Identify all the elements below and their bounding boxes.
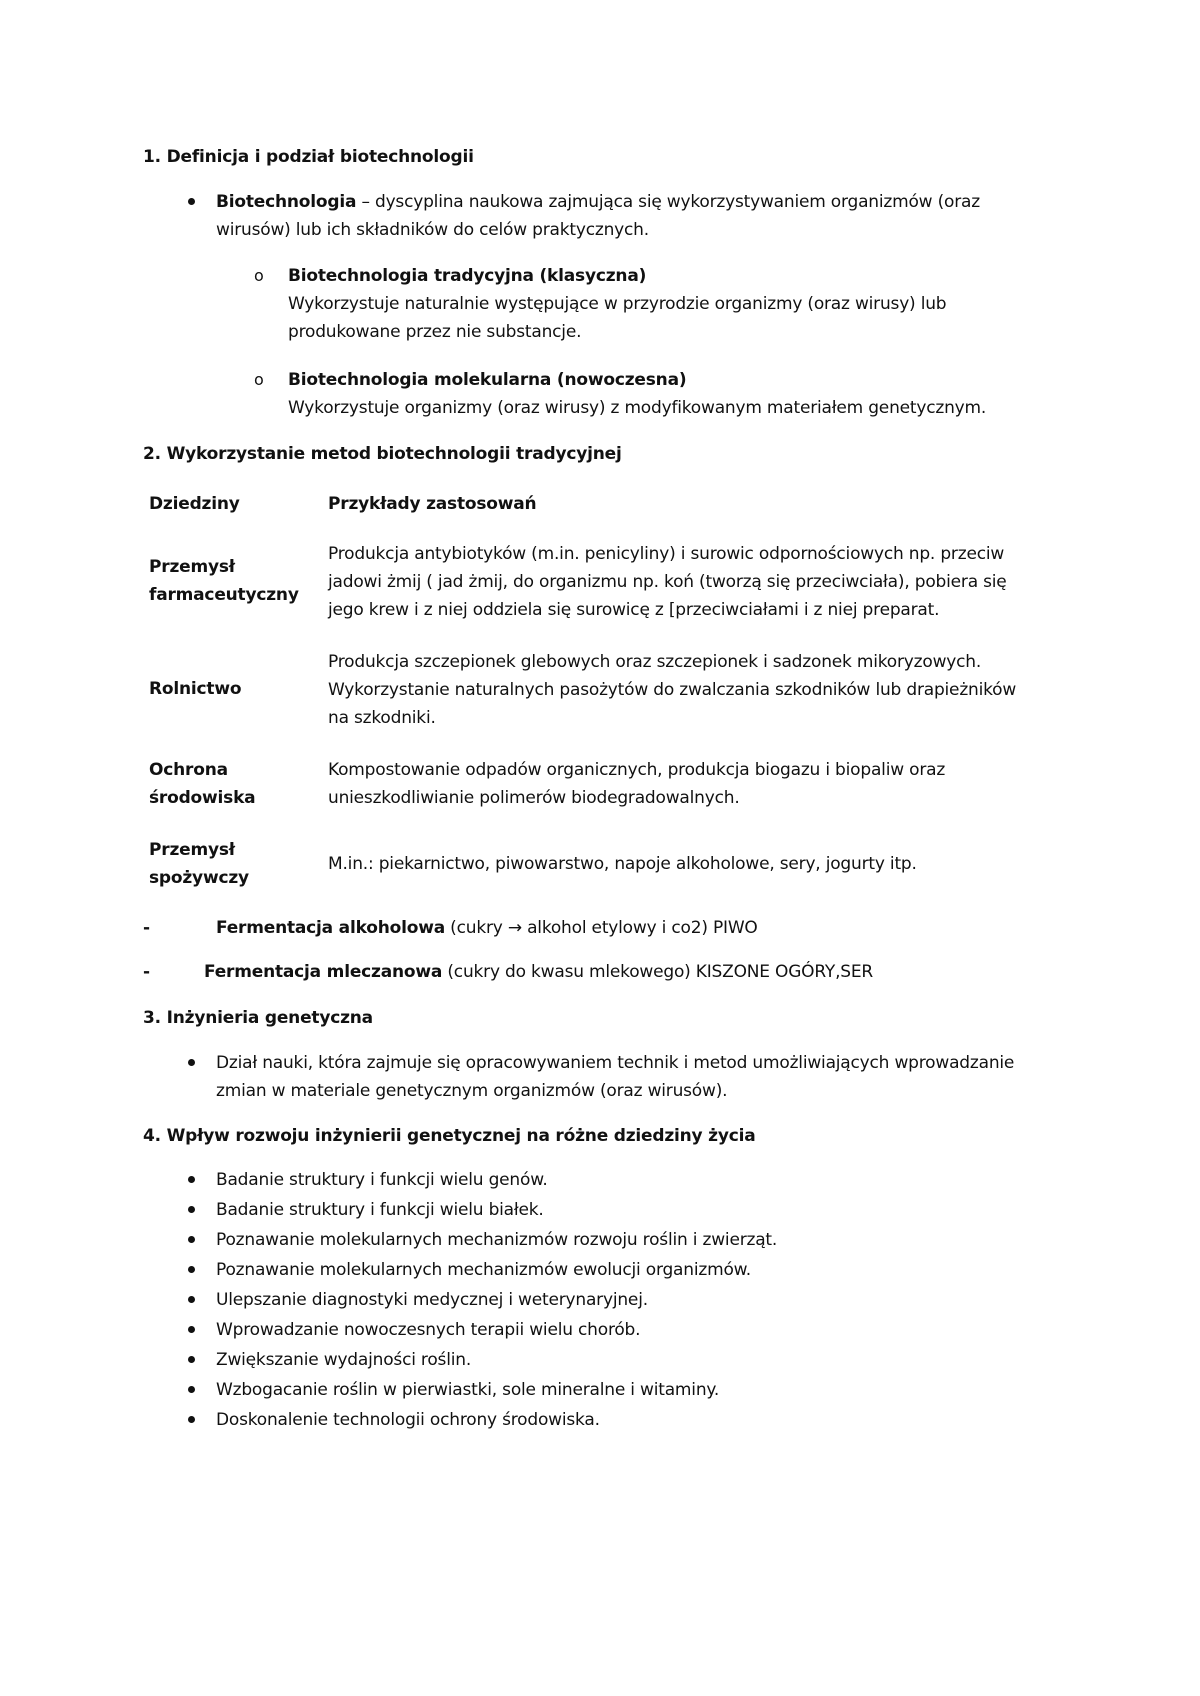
table-cell-text: Kompostowanie odpadów organicznych, produkcja biogazu i biopaliw oraz	[328, 760, 946, 780]
definition-line-2: wirusów) lub ich składników do celów praktycznych.	[216, 220, 649, 240]
bullet-icon	[188, 1356, 195, 1363]
table-header-fields: Dziedziny	[149, 494, 240, 514]
table-cell-text: jego krew i z niej oddziela się surowicę z [przeciwciałami i z niej preparat.	[328, 600, 940, 620]
list-item: Badanie struktury i funkcji wielu genów.	[216, 1170, 548, 1190]
list-item: Poznawanie molekularnych mechanizmów rozwoju roślin i zwierząt.	[216, 1230, 778, 1250]
subsection-text: produkowane przez nie substancje.	[288, 322, 582, 342]
table-cell-text: unieszkodliwianie polimerów biodegradowalnych.	[328, 788, 740, 808]
fermentation-text: (cukry → alkohol etylowy i co2) PIWO	[444, 918, 758, 938]
table-cell-text: na szkodniki.	[328, 708, 436, 728]
subsection-title-traditional: Biotechnologia tradycyjna (klasyczna)	[288, 266, 647, 286]
table-cell-field: Przemysł	[149, 840, 235, 860]
table-cell-field: środowiska	[149, 788, 256, 808]
circle-bullet-icon: o	[254, 370, 264, 389]
table-cell-field: farmaceutyczny	[149, 585, 299, 605]
table-cell-field: spożywczy	[149, 868, 249, 888]
bullet-icon	[188, 1296, 195, 1303]
bullet-icon	[188, 1059, 195, 1066]
list-item: Doskonalenie technologii ochrony środowiska.	[216, 1410, 600, 1430]
fermentation-term: Fermentacja mleczanowa	[204, 962, 443, 982]
bullet-icon	[188, 1326, 195, 1333]
list-item: Wzbogacanie roślin w pierwiastki, sole mineralne i witaminy.	[216, 1380, 720, 1400]
bullet-icon	[188, 1176, 195, 1183]
table-cell-text: Produkcja antybiotyków (m.in. penicyliny) i surowic odpornościowych np. przeciw	[328, 544, 1005, 564]
section-3-heading: 3. Inżynieria genetyczna	[143, 1008, 373, 1028]
subsection-text: Wykorzystuje naturalnie występujące w przyrodzie organizmy (oraz wirusy) lub	[288, 294, 947, 314]
definition-text: – dyscyplina naukowa zajmująca się wykorzystywaniem organizmów (oraz	[356, 192, 980, 212]
fermentation-term: Fermentacja alkoholowa	[216, 918, 445, 938]
subsection-text: Wykorzystuje organizmy (oraz wirusy) z modyfikowanym materiałem genetycznym.	[288, 398, 987, 418]
genetic-engineering-text: zmian w materiale genetycznym organizmów (oraz wirusów).	[216, 1081, 728, 1101]
table-cell-field: Rolnictwo	[149, 679, 242, 699]
section-2-heading: 2. Wykorzystanie metod biotechnologii tradycyjnej	[143, 444, 622, 464]
list-item: Badanie struktury i funkcji wielu białek.	[216, 1200, 544, 1220]
table-header-examples: Przykłady zastosowań	[328, 494, 537, 514]
dash-bullet-icon: -	[143, 918, 151, 938]
bullet-icon	[188, 198, 195, 205]
list-item: Zwiększanie wydajności roślin.	[216, 1350, 472, 1370]
definition-line-1	[216, 188, 980, 216]
bullet-icon	[188, 1266, 195, 1273]
bullet-icon	[188, 1206, 195, 1213]
bullet-icon	[188, 1386, 195, 1393]
table-cell-text: Wykorzystanie naturalnych pasożytów do zwalczania szkodników lub drapieżników	[328, 680, 1017, 700]
table-cell-field: Ochrona	[149, 760, 228, 780]
circle-bullet-icon: o	[254, 266, 264, 285]
table-cell-text: M.in.: piekarnictwo, piwowarstwo, napoje alkoholowe, sery, jogurty itp.	[328, 854, 917, 874]
list-item: Wprowadzanie nowoczesnych terapii wielu chorób.	[216, 1320, 641, 1340]
bullet-icon	[188, 1416, 195, 1423]
genetic-engineering-text: Dział nauki, która zajmuje się opracowywaniem technik i metod umożliwiających wprowadzanie	[216, 1053, 1015, 1073]
table-cell-text: jadowi żmij ( jad żmij, do organizmu np. koń (tworzą się przeciwciała), pobiera się	[328, 572, 1007, 592]
list-item: Ulepszanie diagnostyki medycznej i weterynaryjnej.	[216, 1290, 648, 1310]
fermentation-text: (cukry do kwasu mlekowego) KISZONE OGÓRY,SER	[442, 962, 874, 982]
bullet-icon	[188, 1236, 195, 1243]
table-cell-text: Produkcja szczepionek glebowych oraz szczepionek i sadzonek mikoryzowych.	[328, 652, 982, 672]
list-item: Poznawanie molekularnych mechanizmów ewolucji organizmów.	[216, 1260, 752, 1280]
section-4-heading: 4. Wpływ rozwoju inżynierii genetycznej na różne dziedziny życia	[143, 1126, 756, 1146]
fermentation-lactic	[204, 958, 873, 986]
table-cell-field: Przemysł	[149, 557, 235, 577]
definition-term: Biotechnologia	[216, 192, 357, 212]
fermentation-alcohol	[216, 914, 758, 942]
section-1-heading: 1. Definicja i podział biotechnologii	[143, 147, 474, 167]
subsection-title-molecular: Biotechnologia molekularna (nowoczesna)	[288, 370, 687, 390]
dash-bullet-icon: -	[143, 962, 151, 982]
